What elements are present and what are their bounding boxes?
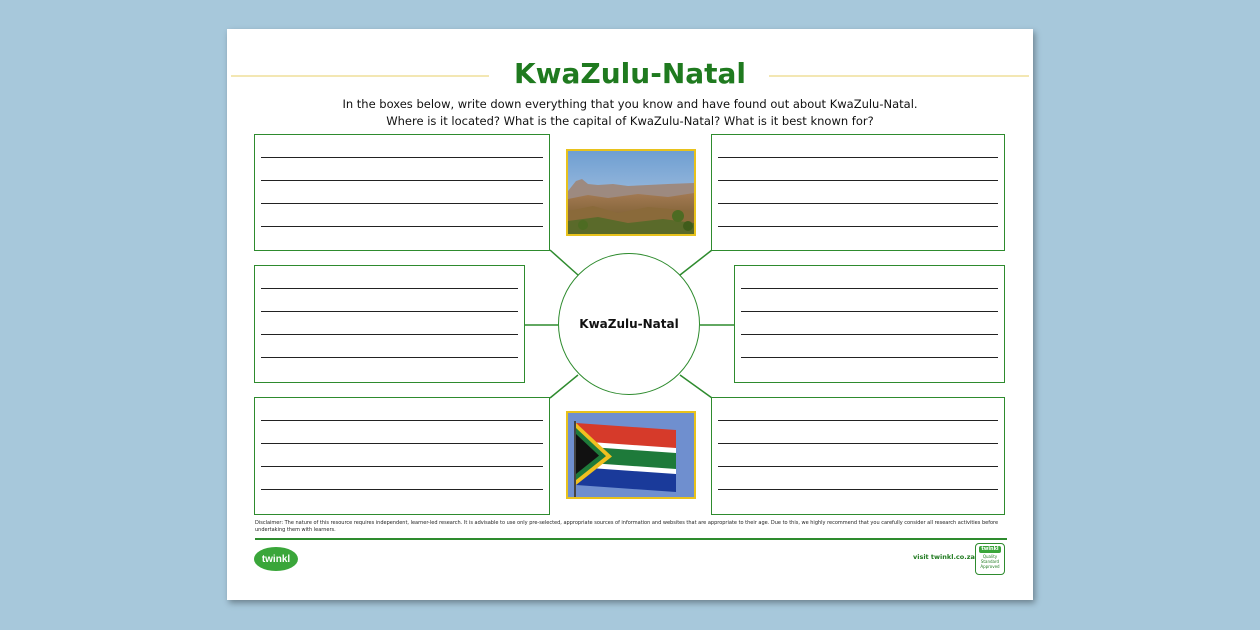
writing-box-top-right[interactable] <box>711 134 1005 251</box>
writing-line <box>261 334 518 335</box>
writing-line <box>261 203 543 204</box>
writing-line <box>261 157 543 158</box>
writing-line <box>718 420 998 421</box>
badge-text: Quality Standard Approved <box>980 554 1000 569</box>
center-circle <box>558 253 700 395</box>
visit-link[interactable]: visit twinkl.co.za <box>913 553 975 561</box>
writing-line <box>718 180 998 181</box>
writing-line <box>261 180 543 181</box>
center-label: KwaZulu-Natal <box>579 317 679 331</box>
mountain-landscape-image <box>566 149 696 236</box>
writing-line <box>741 357 998 358</box>
writing-line <box>261 226 543 227</box>
writing-line <box>741 288 998 289</box>
quality-badge <box>975 543 1005 575</box>
twinkl-logo[interactable] <box>253 545 299 573</box>
writing-line <box>718 203 998 204</box>
writing-box-middle-right[interactable] <box>734 265 1005 383</box>
writing-line <box>718 226 998 227</box>
badge-title: twinkl <box>979 546 1001 553</box>
writing-line <box>261 443 543 444</box>
worksheet-page <box>227 29 1033 600</box>
page-title: KwaZulu-Natal <box>513 57 747 90</box>
writing-line <box>741 311 998 312</box>
writing-line <box>718 443 998 444</box>
writing-line <box>261 489 543 490</box>
writing-box-bottom-right[interactable] <box>711 397 1005 515</box>
writing-line <box>718 157 998 158</box>
writing-line <box>261 466 543 467</box>
writing-box-top-left[interactable] <box>254 134 550 251</box>
writing-box-middle-left[interactable] <box>254 265 525 383</box>
logo-text: twinkl <box>261 554 291 565</box>
writing-line <box>261 420 543 421</box>
disclaimer-text: Disclaimer: The nature of this resource requires independent, learner-led research. It is advisable to use only pre-selected, appropriate sources of information and websites that are appropriate to their age. Due to this, we highly recommend that you carefully consider all research activities before undertaking them with learners. <box>255 520 999 533</box>
writing-line <box>261 357 518 358</box>
south-africa-flag-image <box>566 411 696 499</box>
writing-box-bottom-left[interactable] <box>254 397 550 515</box>
writing-line <box>718 489 998 490</box>
writing-line <box>741 334 998 335</box>
writing-line <box>718 466 998 467</box>
instruction-line-1: In the boxes below, write down everything that you know and have found out about KwaZulu-Natal. <box>342 97 918 111</box>
footer-rule <box>255 538 1007 540</box>
instruction-line-2: Where is it located? What is the capital of KwaZulu-Natal? What is it best known for? <box>386 114 874 128</box>
writing-line <box>261 288 518 289</box>
writing-line <box>261 311 518 312</box>
